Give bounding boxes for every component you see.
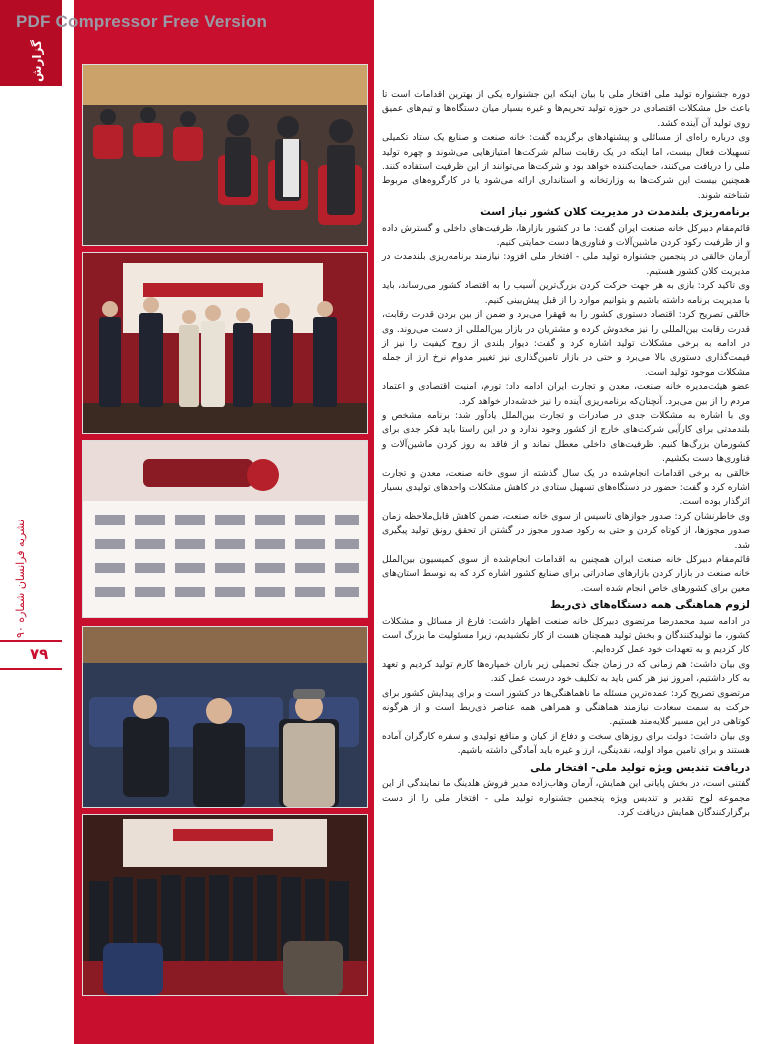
photo-award-ceremony <box>82 252 368 434</box>
magazine-name: نشریه فرانسان شماره ٩٠ <box>14 519 27 638</box>
article-paragraph: مرتضوی تصریح کرد: عمده‌ترین مسئله ما ناهماهنگی‌ها در کشور است و برای پیدایش کشور برای حرکت به سمت سعادت نیازمند هماهنگی و همراهی همه عناصر ذی‌ربط است و از هرگونه کوتاهی در این مسیر گلایه‌مند هستیم. <box>382 687 750 728</box>
article-paragraph: وی تاکید کرد: بازی به هر جهت حرکت کردن بزرگ‌ترین آسیب را به اقتصاد کشور می‌رساند، باید با مدیریت برنامه داشته باشیم و بتوانیم موارد را از قبل پیش‌بینی کنیم. <box>382 280 750 306</box>
article-paragraph: گفتنی است، در بخش پایانی این همایش، آرمان وهاب‌زاده مدیر فروش هلدینگ ما نمایندگی از این مجموعه لوح تقدیر و تندیس ویژه پنجمین جشنواره تولید ملی - افتخار ملی را از دست برگزارکنندگان همایش دریافت کرد. <box>382 778 750 818</box>
article-paragraph: دوره جشنواره تولید ملی افتخار ملی با بیان اینکه این جشنواره یکی از بهترین اقدامات است تا باعث حل مشکلات اقتصادی در حوزه تولید تحریم‌ها و غیره بسیار میان دستگاه‌ها و تیم‌های عمیق روی تولید آن آینده کشد. <box>382 89 750 129</box>
page-number-box <box>0 640 62 670</box>
article-paragraph: خالقی به برخی اقدامات انجام‌شده در یک سال گذشته از سوی خانه صنعت، معدن و تجارت اشاره کرد و گفت: حضور در دستگاه‌های تسهیل ستادی در کاهش مشکلات واحدهای تولیدی بسیار اثرگذار بوده است. <box>382 467 750 508</box>
article-paragraph: وی بیان داشت: دولت برای روزهای سخت و دفاع از کیان و منافع تولیدی و سفره کارگران آماده هستند و برای تامین مواد اولیه، نقدینگی، ارز و غیره باید آمادگی داشته باشیم. <box>382 730 750 757</box>
photo-group-stage <box>82 814 368 996</box>
section-label: گزارش <box>30 40 44 83</box>
article-body <box>382 88 750 820</box>
article-paragraph: در ادامه سید محمدرضا مرتضوی دبیرکل خانه صنعت اظهار داشت: فارغ از مسائل و مشکلات کشور، ما تولیدکنندگان و بخش تولید همچنان هست از کار نکشیدیم، زیرا مسئولیت ما بزرگ است کار کردیم و به تعهدات خود عمل کرده‌ایم. <box>382 615 750 656</box>
article-paragraph: خالقی تصریح کرد: اقتصاد دستوری کشور را به قهقرا می‌برد و ضمن از بین بردن قدرت رقابت، قدرت رقابت بین‌المللی را نیز مخدوش کرده و مشتریان در بازار بین‌المللی از دست می‌روند. وی در ادامه به برخی مشکلات تولید اشاره کرد و گفت: دیوار بلندی از روح کیفیت را نیز از قیمت‌گذاری دستوری بالا می‌برد و حتی در بازار تامین‌گذاری نیز تغییر مدوام نرخ ارز از جمله مشکلات موجود تولید است. <box>382 309 750 378</box>
article-paragraph: وی خاطرنشان کرد: صدور جوازهای تاسیس از سوی خانه صنعت، ضمن کاهش قابل‌ملاحظه زمان صدور مجوزها، از کوتاه کردن و حتی به رکود صدور مجوز در گشتن از تحقق رونق تولید پیگیری شد. <box>382 510 750 551</box>
article-paragraph: قائم‌مقام دبیرکل خانه صنعت ایران همچنین به اقدامات انجام‌شده از سوی کمیسیون بین‌الملل خانه صنعت در بازار کردن بازارهای صادراتی برای صنایع کشور اشاره کرد که به نوسط استان‌های معین برای کشورهای خاص انجام شده است. <box>382 554 750 594</box>
photo-audience-close <box>82 626 368 808</box>
photo-sponsor-backdrop <box>82 440 368 618</box>
watermark-text: PDF Compressor Free Version <box>16 12 268 31</box>
article-subheading: دریافت تندیس ویژه تولید ملی- افتخار ملی <box>530 761 750 774</box>
article-paragraph: عضو هیئت‌مدیره خانه صنعت، معدن و تجارت ایران ادامه داد: تورم، امنیت اقتصادی و اعتماد مردم را از بین می‌برد. آنچنان‌که برنامه‌ریزی آینده را نیز خدشه‌دار خواهد کرد. <box>382 381 750 407</box>
photo-audience-front-row <box>82 64 368 246</box>
article-paragraph: وی بیان داشت: هم زمانی که در زمان جنگ تحمیلی زیر باران خمپاره‌ها کارم تولید کردیم و تعهد به کار داشتیم، امروز نیز هر کس باید به تکلیف خود درست عمل کند. <box>382 658 750 685</box>
article-subheading: لزوم هماهنگی همه دستگاه‌های ذی‌ربط <box>550 599 750 612</box>
article-paragraph: قائم‌مقام دبیرکل خانه صنعت ایران گفت: ما در کشور بازارها، ظرفیت‌های داخلی و گسترش داده و از ظرفیت رکود کردن ماشین‌آلات و فناوری‌ها دست حمایتی کنیم. <box>382 222 750 249</box>
article-paragraph: وی درباره راه‌ای از مسائلی و پیشنهادهای برگزیده گفت: خانه صنعت و صنایع یک ستاد تکمیلی تسهیلات فعال بیست، اما اینکه در یک رقابت سالم شرکت‌ها امتیازهایی می‌شوند و چهره تولید ملی را دریافت می‌کنند، حمایت‌کننده خواهد بود و شرکت‌ها می‌توانند از این ظرفیت استفاده کنند. همچنین بیست این شرکت‌ها به وزارتخانه و استانداری ارائه می‌شود یا در کارگروه‌های مربوط شناخته شوند. <box>382 132 750 201</box>
article-paragraph: وی با اشاره به مشکلات جدی در صادرات و تجارت بین‌الملل یادآور شد: برنامه مشخص و بلندمدتی برای کارآیی شرکت‌های خارج از کشور وجود ندارد و در این راستا باید فکر جدی برای کشورمان بزرگ‌ها کنیم. ظرفیت‌های داخلی معطل نماند و از فاقد به روز کردن ماشین‌آلات و فناوری‌ها دست بکشیم. <box>382 409 750 465</box>
magazine-side-title <box>14 428 40 638</box>
article-subheading: برنامه‌ریزی بلندمدت در مدیریت کلان کشور نیاز است <box>480 206 750 219</box>
article-paragraph: آرمان خالقی در پنجمین جشنواره تولید ملی - افتخار ملی افزود: نیازمند برنامه‌ریزی بلندمدت در مدیریت کلان کشور هستیم. <box>382 251 750 277</box>
page-number: ٧٩ <box>30 645 49 663</box>
